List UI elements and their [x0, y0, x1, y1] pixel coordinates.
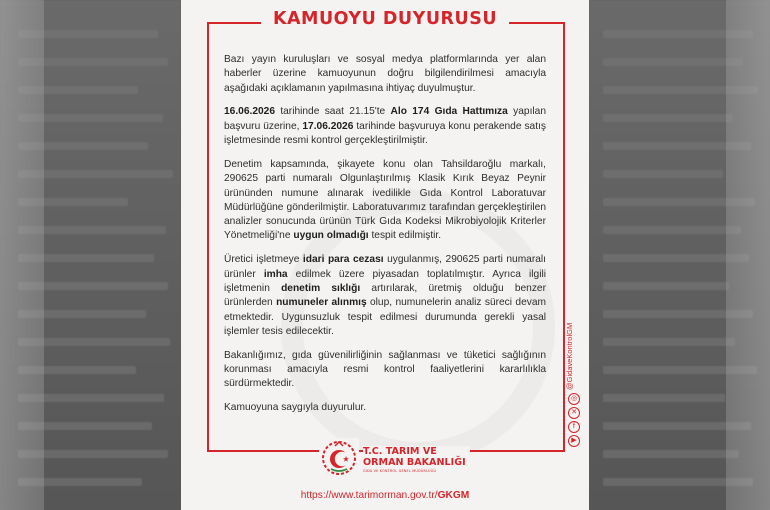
inspection-date: 17.06.2026 [302, 120, 354, 132]
instagram-icon[interactable]: ◎ [568, 393, 580, 405]
paragraph-text: uygulanmış, 290625 parti numaralı ürünler [224, 254, 546, 280]
nonconformity-phrase: uygun olmadığı [293, 230, 369, 242]
paragraph-text: tarihinde başvuruya konu perakende satış işletmesinde resmi kontrol gerçekleştirilmiştir. [224, 120, 546, 147]
ghost-text-line [603, 394, 725, 402]
hotline-name: Alo 174 Gıda Hattımıza [390, 106, 508, 118]
destruction-phrase: imha [263, 268, 288, 280]
paragraph-inspection [224, 158, 546, 244]
title-container [181, 9, 589, 29]
ministry-name [363, 446, 470, 473]
ghost-text-line [603, 114, 733, 122]
ghost-text-line [603, 226, 741, 234]
ghost-text-line [603, 450, 739, 458]
url-path: GKGM [437, 490, 470, 501]
ghost-text-line [603, 58, 743, 66]
ministry-line1: T.C. TARIM VE [363, 446, 437, 457]
paragraph-text: olup, numunelerin analiz süreci devam etmektedir. Uygunsuzluk tespit edilmesi durumunda gerekli yasal işlemler tesis edilecektir. [224, 297, 546, 337]
ministry-emblem-icon [319, 438, 359, 478]
paragraph-closing: Kamuoyuna saygıyla duyurulur. [224, 402, 367, 414]
url-base: https://www.tarimorman.gov.tr/ [300, 490, 438, 501]
background-edge-left [0, 0, 44, 510]
ghost-text-line [603, 282, 729, 290]
paragraph-intro: Bazı yayın kuruluşları ve sosyal medya platformlarında yer alan haberler üzerine kamuoyunun doğru bilgilendirilmesi amacıyla aşağıdaki açıklamanın yapılmasına ihtiyaç duyulmuştur. [224, 54, 546, 94]
paragraph-sanctions [224, 253, 546, 339]
document-title: KAMUOYU DUYURUSU [261, 9, 509, 29]
paragraph-text: tespit edilmiştir. [368, 230, 442, 242]
announcement-document [181, 0, 589, 510]
paragraph-complaint [224, 105, 546, 148]
paragraph-commitment: Bakanlığımız, gıda güvenilirliğinin sağlanması ve tüketici sağlığının korunması amacıyla resmi kontrol faaliyetlerini kararlılıkla sürdürmektedir. [224, 349, 546, 390]
document-body [224, 53, 546, 425]
paragraph-text: artırılarak, üretmiş olduğu benzer ürünlerden [224, 282, 546, 309]
ministry-line3: GIDA VE KONTROL GENEL MÜDÜRLÜĞÜ [363, 469, 437, 473]
ministry-logo [319, 438, 359, 478]
social-handle[interactable]: @GidaveKontrolGM [565, 322, 574, 390]
fine-phrase: idari para cezası [302, 254, 384, 266]
ghost-text-line [603, 170, 723, 178]
youtube-icon[interactable]: ▶ [568, 435, 580, 447]
paragraph-text: Denetim kapsamında, şikayete konu olan Tahsildaroğlu markalı, 290625 parti numaralı Olgunlaştırılmış Klasik Kırık Beyaz Peynir ürününden numune alınarak ivedilikle Gıda Kontrol Laboratuvar Müdürlüğüne gönderilmiştir. Laboratuvarımız tarafından gerçekleştirilen analizler sonucunda ürünün Türk Gıda Kodeksi Mikrobiyolojik Kriterler Yönetmeliği'ne [224, 158, 546, 242]
samples-phrase: numuneler alınmış [276, 297, 367, 309]
inspection-frequency-phrase: denetim sıklığı [281, 282, 361, 294]
ministry-line2: ORMAN BAKANLIĞI [363, 457, 466, 468]
background-edge-right [726, 0, 770, 510]
facebook-icon[interactable]: f [568, 421, 580, 433]
x-icon[interactable]: ✕ [568, 407, 580, 419]
paragraph-text: Üretici işletmeye [224, 254, 303, 266]
ghost-text-line [603, 338, 735, 346]
paragraph-text: yapılan başvuru üzerine, [224, 106, 546, 132]
website-link[interactable] [181, 490, 589, 501]
complaint-date: 16.06.2026 [224, 106, 275, 118]
paragraph-text: edilmek üzere piyasadan toplatılmıştır. Ayrıca ilgili işletmenin [224, 268, 547, 294]
paragraph-text: tarihinde saat 21.15'te [275, 106, 391, 118]
